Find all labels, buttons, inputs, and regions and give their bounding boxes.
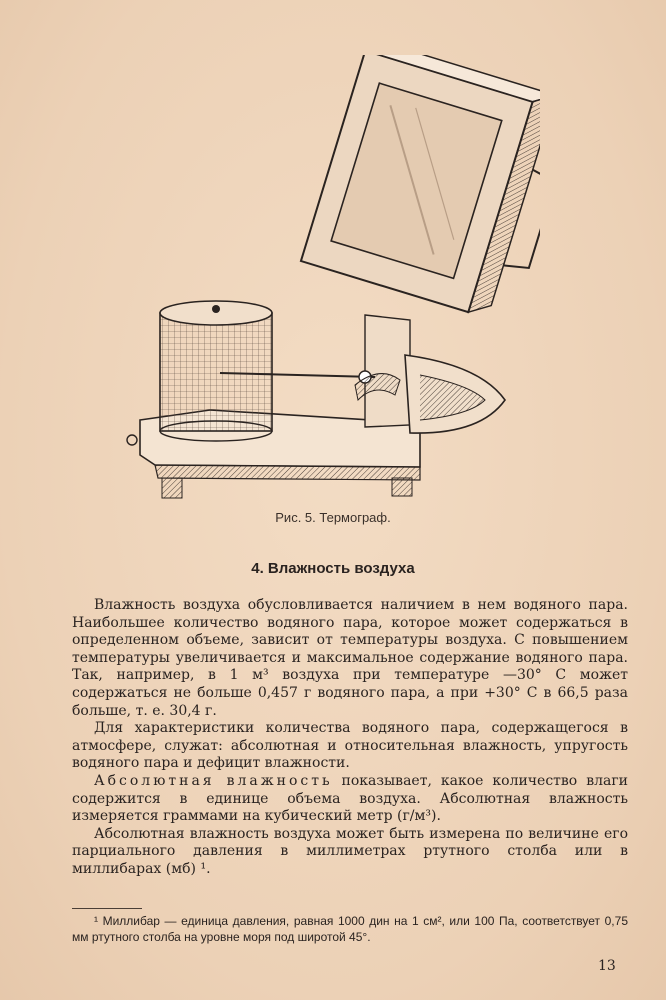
footnote: ¹ Миллибар — единица давления, равная 1000 дин на 1 см², или 100 Па, соответствует 0,75 мм ртутного столба на уровне моря под широтой 45°. — [72, 914, 628, 944]
glass-cover — [301, 55, 540, 325]
thermograph-illustration — [120, 55, 540, 505]
recording-drum — [160, 301, 272, 441]
bimetal-sensor — [405, 355, 505, 433]
body-text — [72, 597, 628, 879]
footnote-divider — [72, 908, 142, 909]
paragraph-4: Абсолютная влажность воздуха может быть измерена по величине его парциального давления в миллиметрах ртутного столба или в миллибарах (мб) ¹. — [72, 825, 628, 877]
section-heading: 4. Влажность воздуха — [251, 560, 415, 577]
figure-caption: Рис. 5. Термограф. — [275, 510, 391, 525]
page-number: 13 — [598, 958, 616, 974]
paragraph-3 — [72, 773, 628, 826]
paragraph-3-rest: показывает, какое количество влаги содержится в единице объема воздуха. Абсолютная влажность измеряется граммами на кубический метр (г/м³). — [72, 772, 628, 825]
paragraph-2: Для характеристики количества водяного пара, содержащегося в атмосфере, служат: абсолютная и относительная влажность, упругость водяного пара и дефицит влажности. — [72, 720, 628, 772]
paragraph-1: Влажность воздуха обусловливается наличием в нем водяного пара. Наибольшее количество водяного пара, которое может содержаться в определенном объеме, зависит от температуры воздуха. С повышением температуры увеличивается и максимальное содержание водяного пара. Так, например, в 1 м³ воздуха при температуре —30° С может содержаться не больше 0,457 г водяного пара, а при +30° С в 66,5 раза больше, т. е. 30,4 г. — [72, 597, 628, 719]
term-absolute-humidity: Абсолютная влажность — [94, 772, 333, 789]
